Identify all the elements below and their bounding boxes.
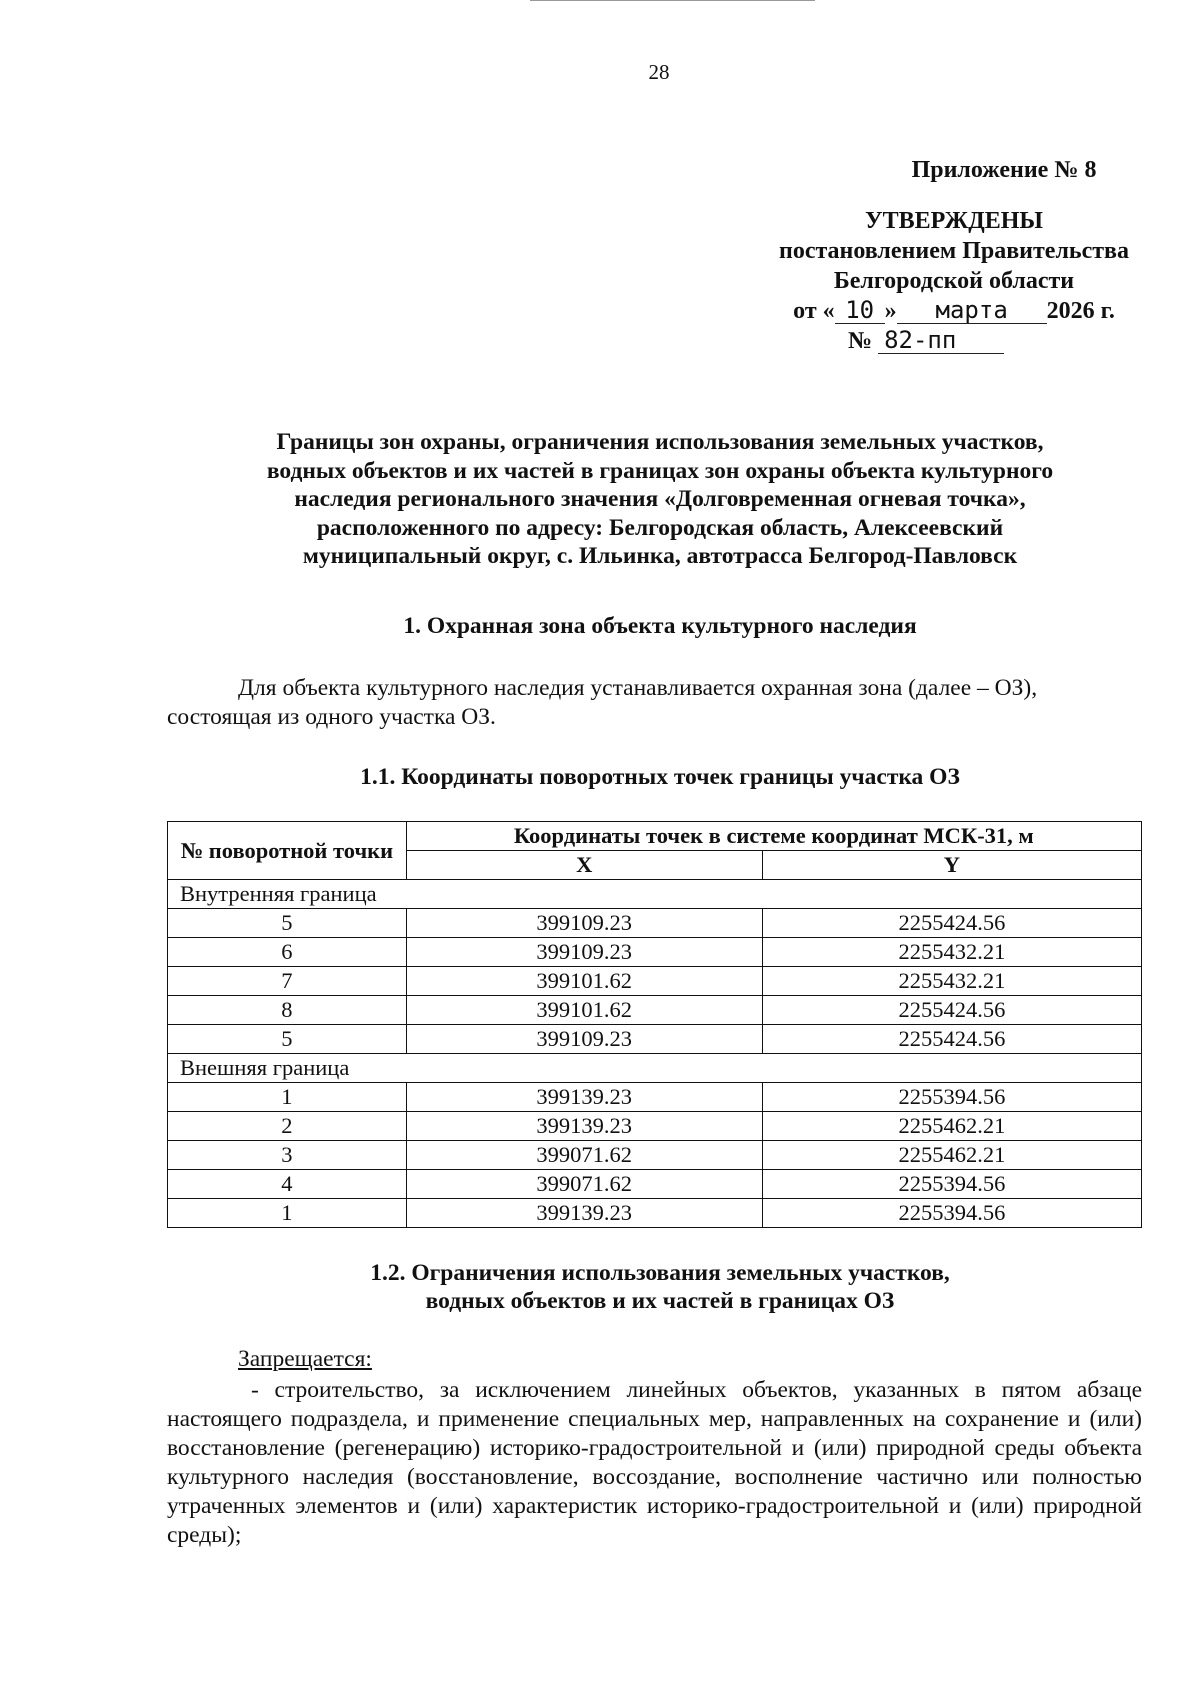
coord-x: 399071.62 xyxy=(406,1170,762,1199)
coord-x: 399071.62 xyxy=(406,1141,762,1170)
approval-number xyxy=(658,326,1194,356)
section-1-2-heading-line1: 1.2. Ограничения использования земельных участков, xyxy=(370,1260,950,1286)
title-line: муниципальный округ, с. Ильинка, автотрасса Белгород-Павловск xyxy=(302,543,1018,569)
table-row xyxy=(168,1025,1142,1054)
coord-y: 2255462.21 xyxy=(762,1112,1141,1141)
title-line: наследия регионального значения «Долговременная огневая точка», xyxy=(294,486,1026,512)
header-y: Y xyxy=(762,851,1141,880)
date-year: 2026 г. xyxy=(1046,298,1115,324)
coord-x: 399109.23 xyxy=(406,909,762,938)
point-number: 6 xyxy=(168,938,407,967)
number-prefix: № xyxy=(847,328,873,354)
group-row-outer xyxy=(168,1054,1142,1083)
table-row xyxy=(168,1083,1142,1112)
approval-block xyxy=(714,155,1194,356)
page-number: 28 xyxy=(648,60,670,84)
approval-date xyxy=(714,296,1194,326)
section-1-intro xyxy=(167,674,1142,731)
table-row xyxy=(168,967,1142,996)
coord-y: 2255424.56 xyxy=(762,909,1141,938)
point-number: 7 xyxy=(168,967,407,996)
intro-line-2: состоящая из одного участка ОЗ. xyxy=(167,703,496,730)
coord-x: 399101.62 xyxy=(406,967,762,996)
point-number: 1 xyxy=(168,1083,407,1112)
coord-x: 399139.23 xyxy=(406,1199,762,1228)
table-row xyxy=(168,1199,1142,1228)
coord-y: 2255394.56 xyxy=(762,1083,1141,1112)
table-row xyxy=(168,1112,1142,1141)
point-number: 8 xyxy=(168,996,407,1025)
approved-by-line1: постановлением Правительства xyxy=(778,238,1129,264)
section-1-2-heading-line2: водных объектов и их частей в границах ОЗ xyxy=(425,1288,895,1314)
title-line: расположенного по адресу: Белгородская область, Алексеевский xyxy=(316,514,1004,541)
point-number: 2 xyxy=(168,1112,407,1141)
point-number: 3 xyxy=(168,1141,407,1170)
coord-y: 2255394.56 xyxy=(762,1199,1141,1228)
title-line: водных объектов и их частей в границах зон охраны объекта культурного xyxy=(266,457,1054,484)
coord-x: 399109.23 xyxy=(406,1025,762,1054)
coord-y: 2255424.56 xyxy=(762,996,1141,1025)
table-row xyxy=(168,1141,1142,1170)
group-row-inner xyxy=(168,880,1142,909)
coord-x: 399101.62 xyxy=(406,996,762,1025)
forbidden-label: Запрещается: xyxy=(238,1346,372,1372)
inner-boundary-label: Внутренняя граница xyxy=(168,880,1142,909)
header-point-number: № поворотной точки xyxy=(168,822,407,880)
header-coordinates: Координаты точек в системе координат МСК-31, м xyxy=(406,822,1141,851)
coord-y: 2255432.21 xyxy=(762,938,1141,967)
point-number: 5 xyxy=(168,909,407,938)
coord-y: 2255432.21 xyxy=(762,967,1141,996)
table-row xyxy=(168,909,1142,938)
coord-x: 399109.23 xyxy=(406,938,762,967)
section-1-heading: 1. Охранная зона объекта культурного наследия xyxy=(403,613,917,639)
number-value: 82-пп xyxy=(878,327,1004,354)
coordinates-table xyxy=(167,821,1142,1228)
appendix-label: Приложение № 8 xyxy=(911,157,1097,183)
point-number: 4 xyxy=(168,1170,407,1199)
restriction-item-1: - строительство, за исключением линейных объектов, указанных в пятом абзаце настоящего подраздела, и применение специальных мер, направленных на сохранение и (или) восстановление (регенерацию) историко-градостроительной и (или) природной среды объекта культурного наследия (восстановление, воссоздание, восполнение частично или полностью утраченных элементов и (или) характеристик историко-градостроительной и (или) природной среды); xyxy=(167,1377,1142,1548)
section-1-1-heading: 1.1. Координаты поворотных точек границы участка ОЗ xyxy=(360,764,960,790)
table-row xyxy=(168,996,1142,1025)
document-title xyxy=(160,428,1160,571)
date-mid: » xyxy=(884,298,897,324)
header-x: X xyxy=(406,851,762,880)
point-number: 5 xyxy=(168,1025,407,1054)
approved-by-line2: Белгородской области xyxy=(833,268,1075,294)
section-1-2-heading xyxy=(160,1259,1160,1315)
date-month: марта xyxy=(897,297,1047,324)
date-prefix: от « xyxy=(793,298,835,324)
title-line: Границы зон охраны, ограничения использования земельных участков, xyxy=(276,429,1044,455)
coord-y: 2255394.56 xyxy=(762,1170,1141,1199)
date-day: 10 xyxy=(835,297,885,324)
coord-y: 2255462.21 xyxy=(762,1141,1141,1170)
outer-boundary-label: Внешняя граница xyxy=(168,1054,1142,1083)
scan-edge-line xyxy=(530,0,815,1)
table-row xyxy=(168,1170,1142,1199)
point-number: 1 xyxy=(168,1199,407,1228)
coord-x: 399139.23 xyxy=(406,1083,762,1112)
intro-line-1: Для объекта культурного наследия устанавливается охранная зона (далее – ОЗ), xyxy=(238,675,1038,701)
table-row xyxy=(168,938,1142,967)
approved-label: УТВЕРЖДЕНЫ xyxy=(865,208,1043,234)
coord-x: 399139.23 xyxy=(406,1112,762,1141)
coord-y: 2255424.56 xyxy=(762,1025,1141,1054)
